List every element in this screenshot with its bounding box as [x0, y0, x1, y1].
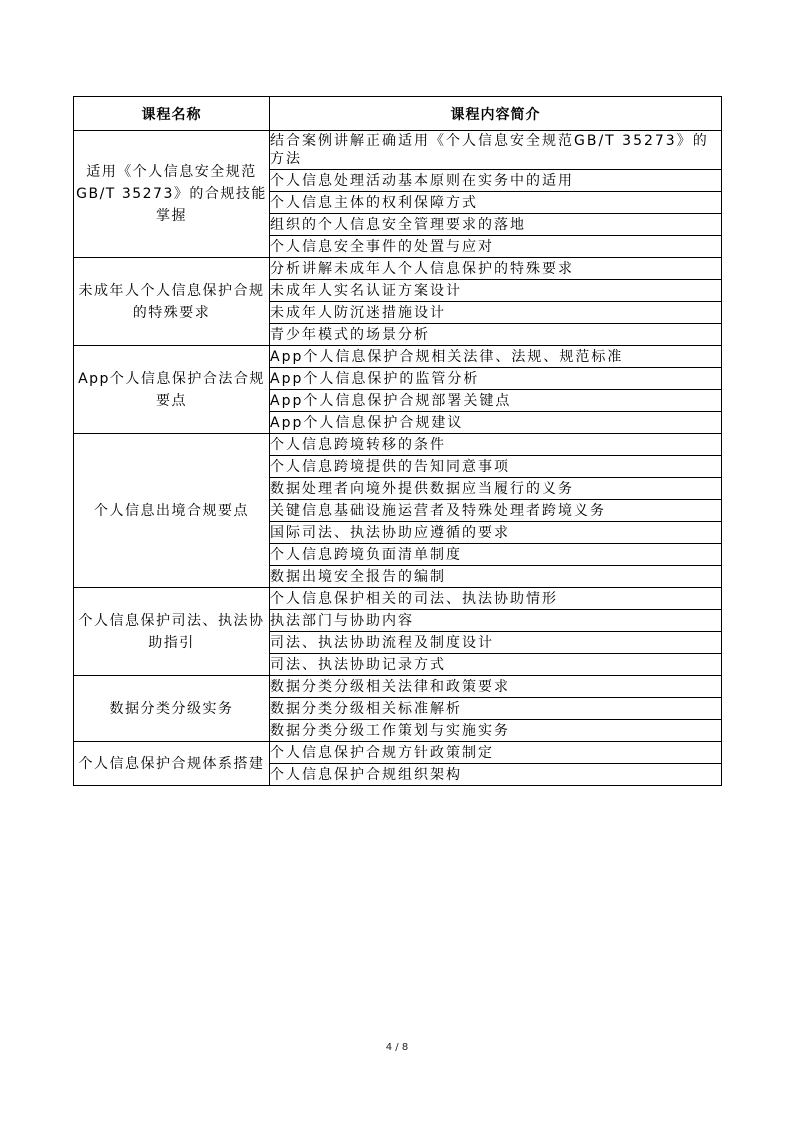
course-item-cell: 个人信息处理活动基本原则在实务中的适用: [270, 170, 722, 192]
course-item-cell: 数据分类分级相关法律和政策要求: [270, 676, 722, 698]
course-item-cell: 个人信息跨境转移的条件: [270, 434, 722, 456]
course-item-cell: 个人信息跨境负面清单制度: [270, 544, 722, 566]
course-item-cell: 个人信息主体的权利保障方式: [270, 192, 722, 214]
course-item-cell: 执法部门与协助内容: [270, 610, 722, 632]
course-name-cell: 数据分类分级实务: [74, 676, 270, 742]
course-item-cell: 司法、执法协助流程及制度设计: [270, 632, 722, 654]
table-row: [74, 588, 722, 610]
course-name-cell: 适用《个人信息安全规范GB/T 35273》的合规技能掌握: [74, 131, 270, 258]
course-name-cell: 个人信息保护合规体系搭建: [74, 742, 270, 786]
course-item-cell: 司法、执法协助记录方式: [270, 654, 722, 676]
page-number: 4 / 8: [385, 1042, 409, 1053]
course-item-cell: 关键信息基础设施运营者及特殊处理者跨境义务: [270, 500, 722, 522]
course-item-cell: 个人信息安全事件的处置与应对: [270, 236, 722, 258]
course-item-cell: 数据分类分级工作策划与实施实务: [270, 720, 722, 742]
table-row: [74, 742, 722, 764]
course-item-cell: 国际司法、执法协助应遵循的要求: [270, 522, 722, 544]
table-header-row: [74, 97, 722, 131]
course-item-cell: 结合案例讲解正确适用《个人信息安全规范GB/T 35273》的方法: [270, 131, 722, 170]
course-item-cell: 个人信息跨境提供的告知同意事项: [270, 456, 722, 478]
course-name-cell: 未成年人个人信息保护合规的特殊要求: [74, 258, 270, 346]
course-item-cell: 个人信息保护相关的司法、执法协助情形: [270, 588, 722, 610]
table-row: [74, 434, 722, 456]
course-item-cell: 未成年人实名认证方案设计: [270, 280, 722, 302]
course-item-cell: 个人信息保护合规方针政策制定: [270, 742, 722, 764]
course-item-cell: 数据处理者向境外提供数据应当履行的义务: [270, 478, 722, 500]
header-course-name: 课程名称: [74, 97, 270, 131]
table-row: [74, 131, 722, 170]
course-item-cell: 数据分类分级相关标准解析: [270, 698, 722, 720]
course-item-cell: 分析讲解未成年人个人信息保护的特殊要求: [270, 258, 722, 280]
course-item-cell: App个人信息保护合规相关法律、法规、规范标准: [270, 346, 722, 368]
course-name-cell: 个人信息出境合规要点: [74, 434, 270, 588]
course-name-cell: 个人信息保护司法、执法协助指引: [74, 588, 270, 676]
course-item-cell: 组织的个人信息安全管理要求的落地: [270, 214, 722, 236]
course-item-cell: App个人信息保护合规建议: [270, 412, 722, 434]
header-course-content: 课程内容简介: [270, 97, 722, 131]
course-name-cell: App个人信息保护合法合规要点: [74, 346, 270, 434]
table-row: [74, 258, 722, 280]
course-table: [73, 96, 722, 786]
course-item-cell: 个人信息保护合规组织架构: [270, 764, 722, 786]
table-row: [74, 676, 722, 698]
course-item-cell: 青少年模式的场景分析: [270, 324, 722, 346]
course-item-cell: App个人信息保护合规部署关键点: [270, 390, 722, 412]
course-item-cell: 未成年人防沉迷措施设计: [270, 302, 722, 324]
table-row: [74, 346, 722, 368]
course-item-cell: App个人信息保护的监管分析: [270, 368, 722, 390]
course-item-cell: 数据出境安全报告的编制: [270, 566, 722, 588]
